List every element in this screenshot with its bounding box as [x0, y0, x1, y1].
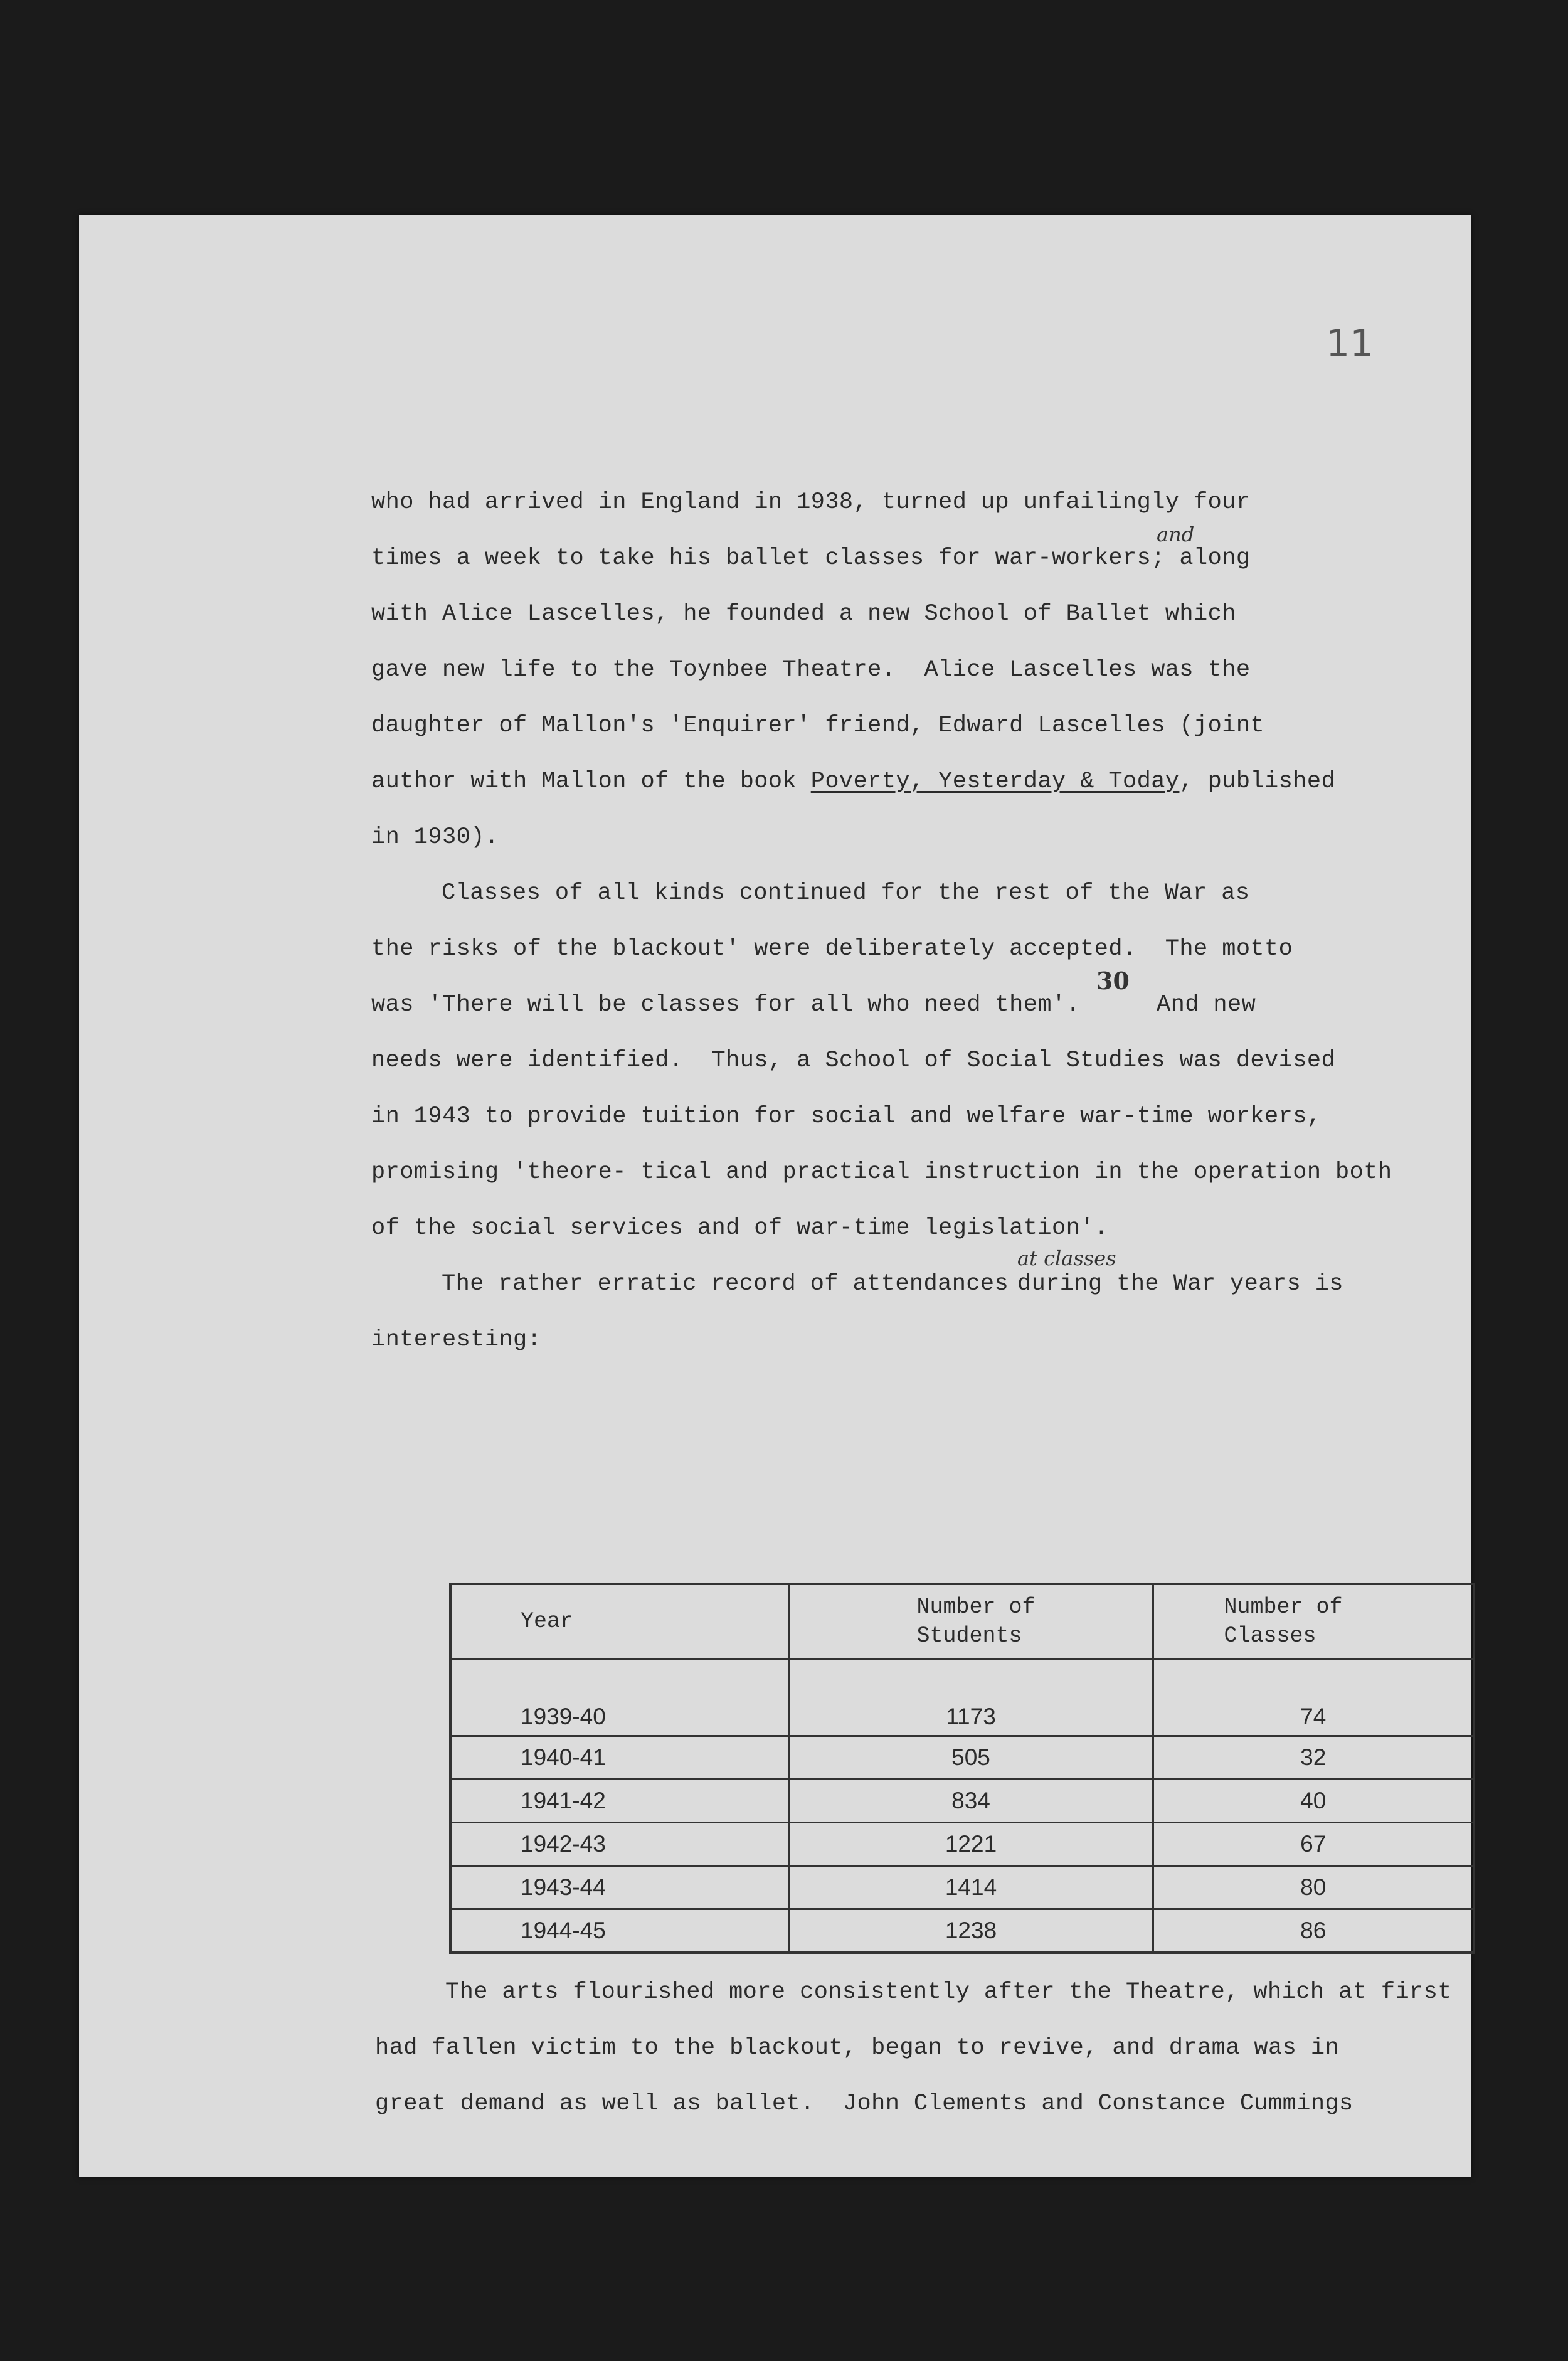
- table-row: [450, 1659, 1474, 1736]
- page-number: 11: [1326, 322, 1374, 366]
- attendance-table: [449, 1583, 1475, 1954]
- text-line: interesting:: [371, 1327, 542, 1353]
- table-row: [450, 1736, 1474, 1780]
- handwritten-footnote-number: 30: [1096, 967, 1130, 995]
- header-students: [789, 1584, 1153, 1659]
- text-line: the risks of the blackout' were deliberately accepted. The motto: [371, 936, 1293, 962]
- cell-students: 1414: [789, 1866, 1153, 1909]
- text-line: And new: [1157, 992, 1256, 1018]
- text-line: daughter of Mallon's 'Enquirer' friend, Edward Lascelles (joint: [371, 713, 1265, 739]
- header-line: Classes: [1224, 1623, 1316, 1648]
- text-line: [371, 544, 1250, 572]
- text-line: The rather erratic record of attendances: [442, 1271, 1009, 1297]
- table-row: [450, 1866, 1474, 1909]
- text-line: gave new life to the Toynbee Theatre. Alice Lascelles was the: [371, 657, 1251, 683]
- cell-classes: 80: [1153, 1866, 1474, 1909]
- cell-classes: 74: [1153, 1659, 1474, 1736]
- text-span: times a week to take his ballet classes for war-workers;: [371, 545, 1180, 571]
- header-line: Students: [916, 1623, 1022, 1648]
- cell-students: 505: [789, 1736, 1153, 1780]
- cell-students: 1173: [789, 1659, 1153, 1736]
- cell-classes: 86: [1153, 1909, 1474, 1953]
- text-span: along: [1179, 545, 1251, 571]
- cell-students: 834: [789, 1780, 1153, 1823]
- table-row: [450, 1823, 1474, 1866]
- text-line: of the social services and of war-time legislation'.: [371, 1215, 1109, 1241]
- text-line: in 1943 to provide tuition for social and welfare war-time workers,: [371, 1103, 1322, 1130]
- text-line: with Alice Lascelles, he founded a new School of Ballet which: [371, 601, 1236, 627]
- cell-classes: 67: [1153, 1823, 1474, 1866]
- cell-students: 1238: [789, 1909, 1153, 1953]
- text-line: Classes of all kinds continued for the rest of the War as: [442, 880, 1250, 906]
- text-line: was 'There will be classes for all who need them'.: [371, 992, 1081, 1018]
- header-line: Number of: [1224, 1594, 1343, 1620]
- cell-year: 1943-44: [450, 1866, 789, 1909]
- text-line: The arts flourished more consistently after the Theatre, which at first: [445, 1979, 1452, 2005]
- cell-year: 1940-41: [450, 1736, 789, 1780]
- text-span: , published: [1179, 768, 1336, 795]
- table-row: [450, 1909, 1474, 1953]
- cell-year: 1939-40: [450, 1659, 789, 1736]
- text-line: needs were identified. Thus, a School of Social Studies was devised: [371, 1048, 1336, 1074]
- cell-classes: 40: [1153, 1780, 1474, 1823]
- text-line: [371, 768, 1335, 795]
- text-line: in 1930).: [371, 824, 499, 851]
- text-line: during the War years is: [1017, 1271, 1343, 1297]
- book-title: Poverty, Yesterday & Today: [810, 768, 1180, 795]
- text-line: had fallen victim to the blackout, began to revive, and drama was in: [375, 2035, 1340, 2061]
- text-span: author with Mallon of the book: [371, 768, 811, 795]
- cell-classes: 32: [1153, 1736, 1474, 1780]
- table-header-row: [450, 1584, 1474, 1659]
- cell-year: 1944-45: [450, 1909, 789, 1953]
- header-classes: [1153, 1584, 1474, 1659]
- cell-year: 1941-42: [450, 1780, 789, 1823]
- text-line: great demand as well as ballet. John Clements and Constance Cummings: [375, 2091, 1353, 2117]
- document-page: [79, 215, 1471, 2177]
- text-line: promising 'theore- tical and practical instruction in the operation both: [371, 1159, 1392, 1186]
- cell-year: 1942-43: [450, 1823, 789, 1866]
- text-line: who had arrived in England in 1938, turned up unfailingly four: [371, 489, 1251, 516]
- handwritten-insertion-and: and: [1157, 523, 1195, 546]
- cell-students: 1221: [789, 1823, 1153, 1866]
- handwritten-insertion-at-classes: at classes: [1017, 1246, 1116, 1270]
- header-line: Number of: [916, 1594, 1036, 1620]
- header-year: Year: [450, 1584, 789, 1659]
- table-row: [450, 1780, 1474, 1823]
